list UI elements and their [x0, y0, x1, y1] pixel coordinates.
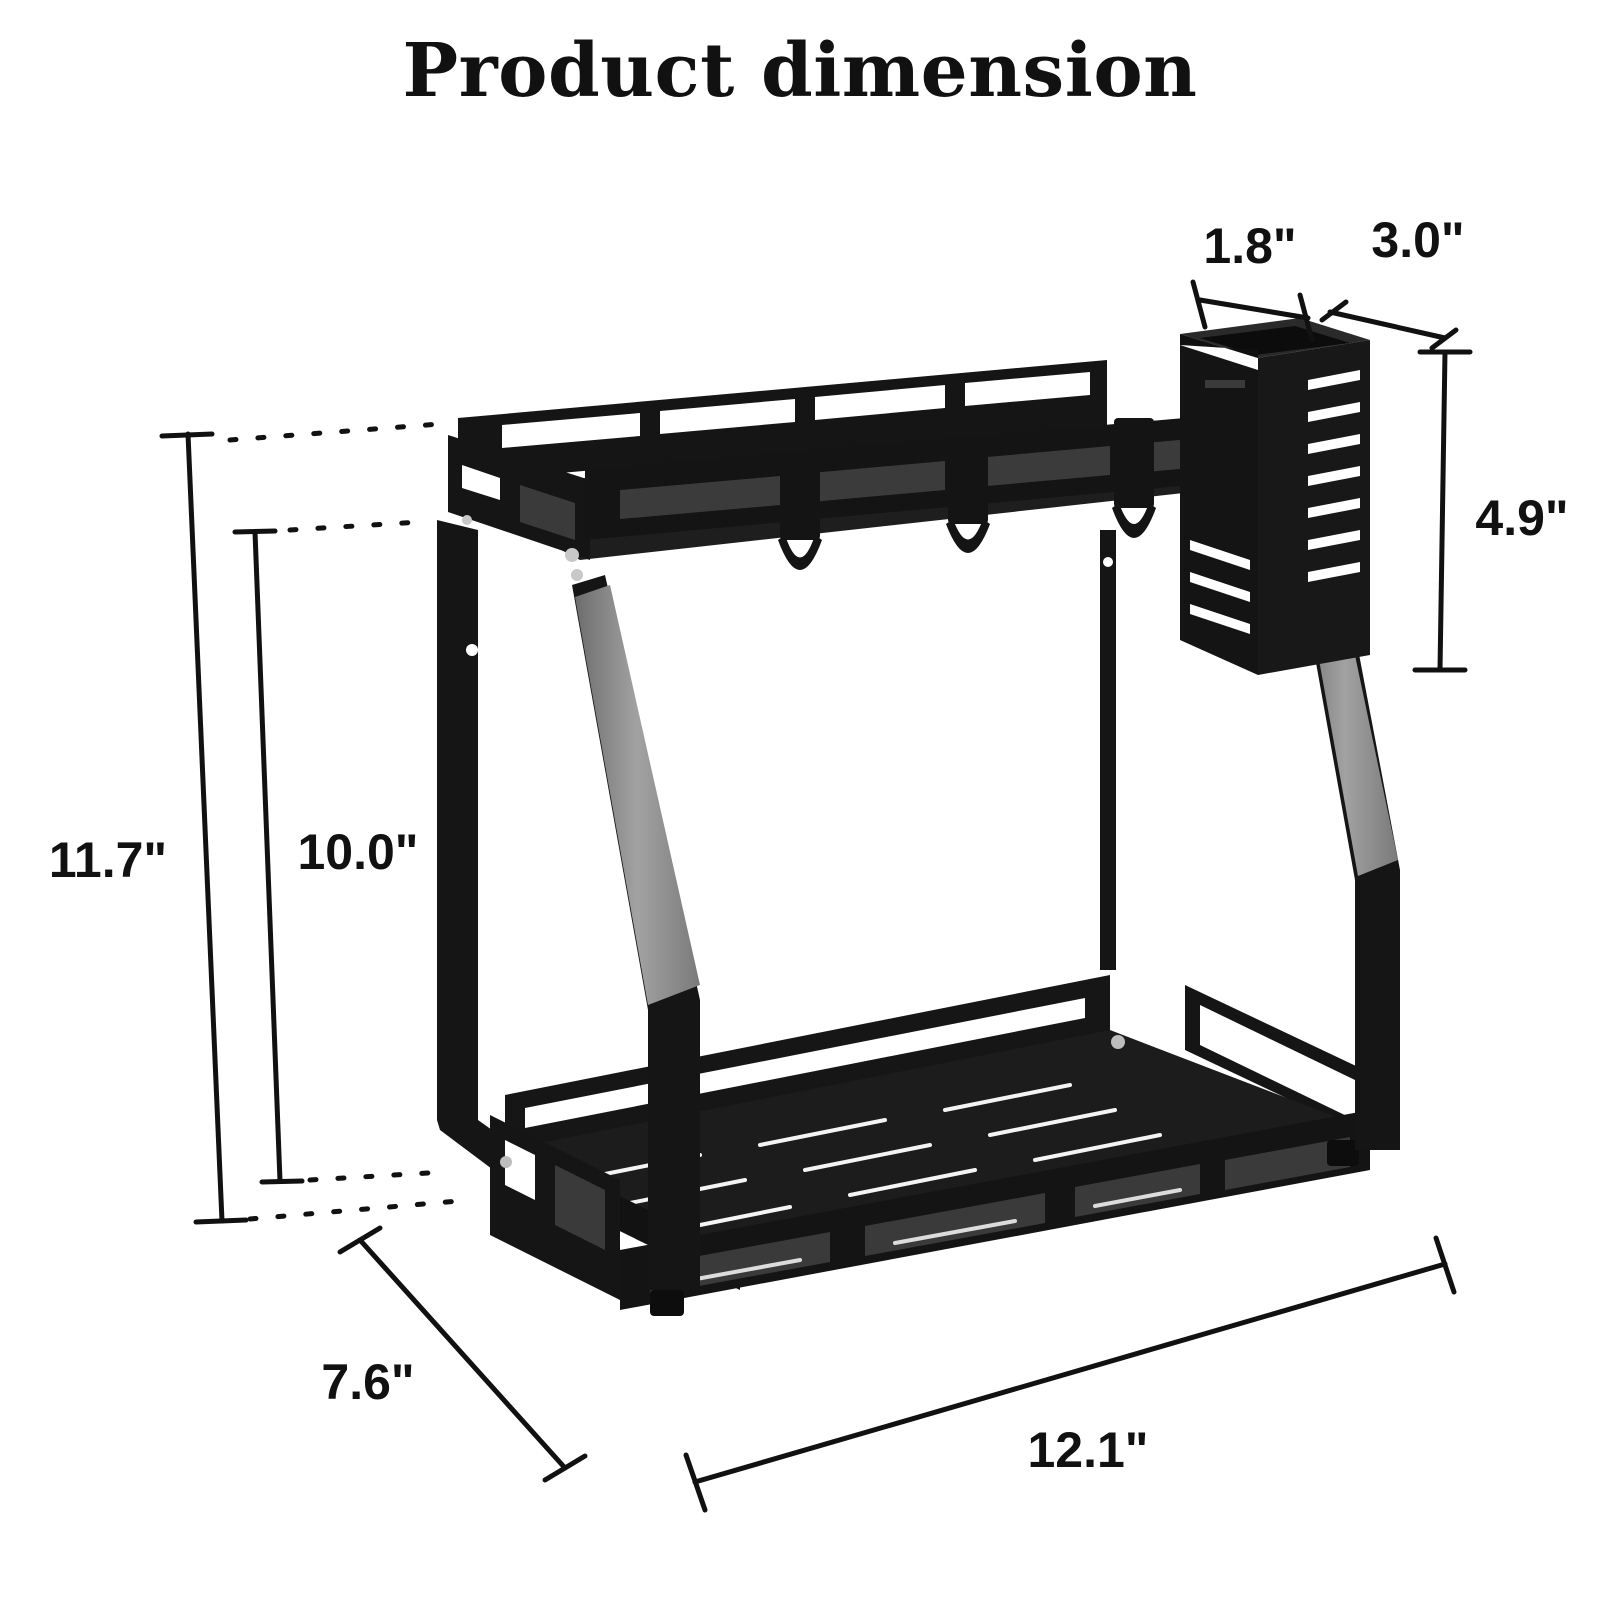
overall-height-line: [162, 434, 246, 1222]
holder-depth-label: 3.0": [1371, 212, 1465, 268]
rack-illustration: [437, 318, 1400, 1316]
holder-width-label: 1.8": [1203, 218, 1297, 274]
holder-height-label: 4.9": [1475, 490, 1569, 546]
top-shelf: [448, 360, 1300, 581]
bottom-shelf: [490, 975, 1375, 1316]
depth-label: 7.6": [321, 1354, 415, 1410]
back-left-frame: [437, 520, 520, 1190]
utensil-holder: [1180, 318, 1370, 675]
width-label: 12.1": [1027, 1422, 1149, 1478]
shelf-spacing-line: [235, 531, 302, 1182]
holder-height-line: [1415, 352, 1470, 670]
shelf-spacing-label: 10.0": [297, 824, 419, 880]
back-right-frame: [1100, 530, 1116, 970]
overall-height-label: 11.7": [48, 832, 168, 888]
page-title: Product dimension: [402, 28, 1198, 114]
